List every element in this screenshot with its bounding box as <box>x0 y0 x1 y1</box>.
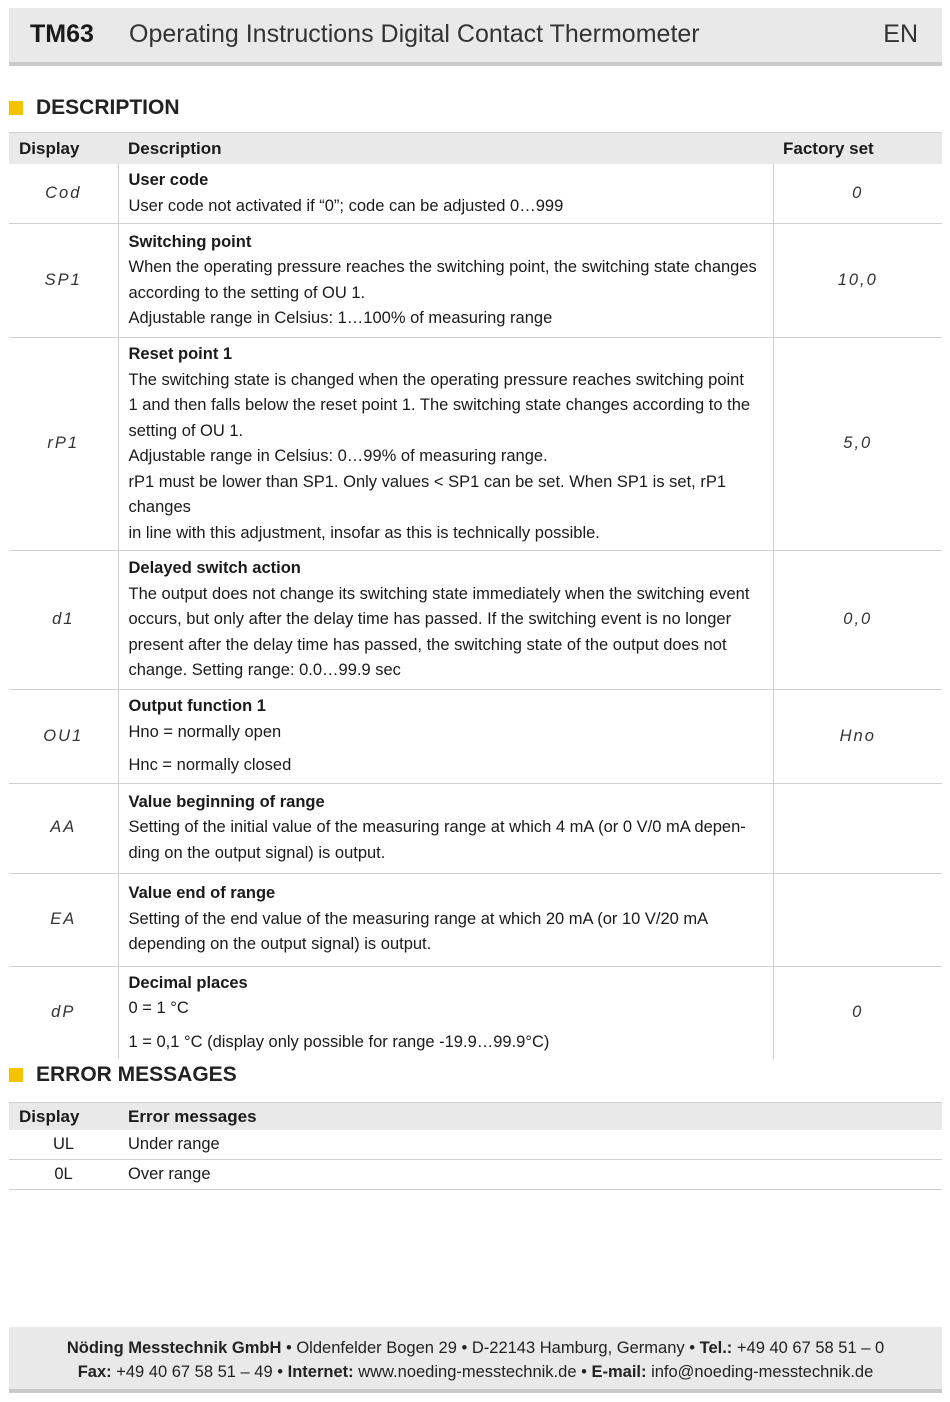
description-line: The output does not change its switching state immediately when the switching event <box>128 584 750 603</box>
page-footer <box>9 1327 942 1393</box>
table-row <box>9 690 942 784</box>
factory-value: 0,0 <box>773 551 942 690</box>
column-description: Description <box>118 133 773 165</box>
error-table <box>9 1102 942 1190</box>
table-row <box>9 1130 942 1160</box>
description-line: rP1 must be lower than SP1. Only values < SP1 can be set. When SP1 is set, rP1 changes <box>128 472 727 516</box>
display-code: SP1 <box>9 224 118 338</box>
city-address: D-22143 Hamburg, Germany <box>471 1339 685 1357</box>
column-error-messages: Error messages <box>118 1103 942 1131</box>
factory-value: 10,0 <box>773 224 942 338</box>
model-name: TM63 <box>30 20 94 48</box>
description-cell <box>118 783 773 873</box>
description-heading <box>9 96 180 120</box>
description-cell <box>118 164 773 224</box>
website-link[interactable]: www.noeding-messtechnik.de <box>358 1363 577 1381</box>
fax-number: +49 40 67 58 51 – 49 <box>116 1363 273 1381</box>
street-address: Oldenfelder Bogen 29 <box>296 1339 457 1357</box>
parameter-name: Decimal places <box>128 973 248 992</box>
footer-line-contact: Fax: +49 40 67 58 51 – 49 • Internet: www.noeding-messtechnik.de • E-mail: info@noeding-messtechnik.de <box>77 1363 874 1381</box>
error-code: UL <box>9 1130 118 1160</box>
tel-label: Tel.: <box>699 1339 733 1357</box>
error-message: Over range <box>118 1160 942 1190</box>
table-row <box>9 783 942 873</box>
description-cell <box>118 966 773 1059</box>
yellow-square-icon <box>9 1068 23 1082</box>
error-code: 0L <box>9 1160 118 1190</box>
description-line: The switching state is changed when the operating pressure reaches switching point <box>128 370 744 389</box>
column-factory-set: Factory set <box>773 133 942 165</box>
description-line: Adjustable range in Celsius: 1…100% of measuring range <box>128 309 553 327</box>
description-cell <box>118 551 773 690</box>
factory-value: Hno <box>773 690 942 784</box>
parameter-name: User code <box>128 171 209 189</box>
errors-heading <box>9 1063 237 1087</box>
description-table <box>9 132 942 1059</box>
table-row <box>9 966 942 1059</box>
description-line: depending on the output signal) is output. <box>128 935 432 954</box>
description-line: change. Setting range: 0.0…99.9 sec <box>128 661 401 680</box>
display-code: rP1 <box>9 338 118 551</box>
display-code: AA <box>9 783 118 873</box>
parameter-name: Output function 1 <box>128 697 266 715</box>
description-line: Setting of the initial value of the measuring range at which 4 mA (or 0 V/0 mA depen- <box>128 818 746 837</box>
telephone-number: +49 40 67 58 51 – 0 <box>736 1339 885 1357</box>
parameter-name: Value beginning of range <box>128 792 325 811</box>
description-cell <box>118 873 773 966</box>
table-row <box>9 338 942 551</box>
description-cell <box>118 224 773 338</box>
fax-label: Fax: <box>77 1363 112 1381</box>
description-line: 1 and then falls below the reset point 1. The switching state changes according to the <box>128 396 751 414</box>
description-line: When the operating pressure reaches the switching point, the switching state changes <box>128 258 757 276</box>
column-display: Display <box>9 1103 118 1131</box>
table-row <box>9 1160 942 1190</box>
table-row <box>9 873 942 966</box>
errors-heading-text: ERROR MESSAGES <box>36 1063 237 1086</box>
description-line: Setting of the end value of the measuring range at which 20 mA (or 10 V/20 mA <box>128 909 709 928</box>
error-message: Under range <box>118 1130 942 1160</box>
description-cell <box>118 690 773 784</box>
language-code: EN <box>883 20 918 48</box>
table-row <box>9 551 942 690</box>
yellow-square-icon <box>9 101 23 115</box>
description-line: occurs, but only after the delay time has passed. If the switching event is no longer <box>128 610 732 629</box>
error-table-header <box>9 1103 942 1131</box>
email-link[interactable]: info@noeding-messtechnik.de <box>651 1363 874 1381</box>
factory-value <box>773 783 942 873</box>
page-header <box>9 8 942 66</box>
description-line: Hno = normally open <box>128 722 282 741</box>
table-row <box>9 224 942 338</box>
parameter-name: Delayed switch action <box>128 559 301 578</box>
footer-line-address: Nöding Messtechnik GmbH • Oldenfelder Bogen 29 • D-22143 Hamburg, Germany • Tel.: +49 40 67 58 51 – 0 <box>66 1339 885 1357</box>
document-title: Operating Instructions Digital Contact Thermometer <box>129 20 700 48</box>
description-line: Adjustable range in Celsius: 0…99% of measuring range. <box>128 447 548 465</box>
description-table-header <box>9 133 942 165</box>
table-row <box>9 164 942 224</box>
internet-label: Internet: <box>287 1363 354 1381</box>
display-code: Cod <box>45 183 82 202</box>
parameter-name: Reset point 1 <box>128 345 233 363</box>
description-line: in line with this adjustment, insofar as this is technically possible. <box>128 523 600 542</box>
factory-value <box>773 873 942 966</box>
email-label: E-mail: <box>591 1363 647 1381</box>
description-line: according to the setting of OU 1. <box>128 283 366 302</box>
display-code: EA <box>9 873 118 966</box>
description-line: ding on the output signal) is output. <box>128 843 386 862</box>
factory-value: 0 <box>773 966 942 1059</box>
company-name: Nöding Messtechnik GmbH <box>66 1339 282 1357</box>
parameter-name: Value end of range <box>128 884 276 903</box>
display-code: dP <box>9 966 118 1059</box>
factory-value: 0 <box>852 183 864 202</box>
parameter-name: Switching point <box>128 232 252 251</box>
factory-value: 5,0 <box>773 338 942 551</box>
column-display: Display <box>9 133 118 165</box>
display-code: OU1 <box>9 690 118 784</box>
description-line: present after the delay time has passed, the switching state of the output does not <box>128 635 727 654</box>
description-cell <box>118 338 773 551</box>
description-heading-text: DESCRIPTION <box>36 96 180 119</box>
description-line: setting of OU 1. <box>128 421 244 440</box>
display-code: d1 <box>9 551 118 690</box>
description-line: Hnc = normally closed <box>128 756 292 774</box>
description-line: 0 = 1 °C <box>128 999 189 1017</box>
description-line: User code not activated if “0”; code can be adjusted 0…999 <box>128 196 564 215</box>
description-line: 1 = 0,1 °C (display only possible for range -19.9…99.9°C) <box>128 1032 550 1051</box>
